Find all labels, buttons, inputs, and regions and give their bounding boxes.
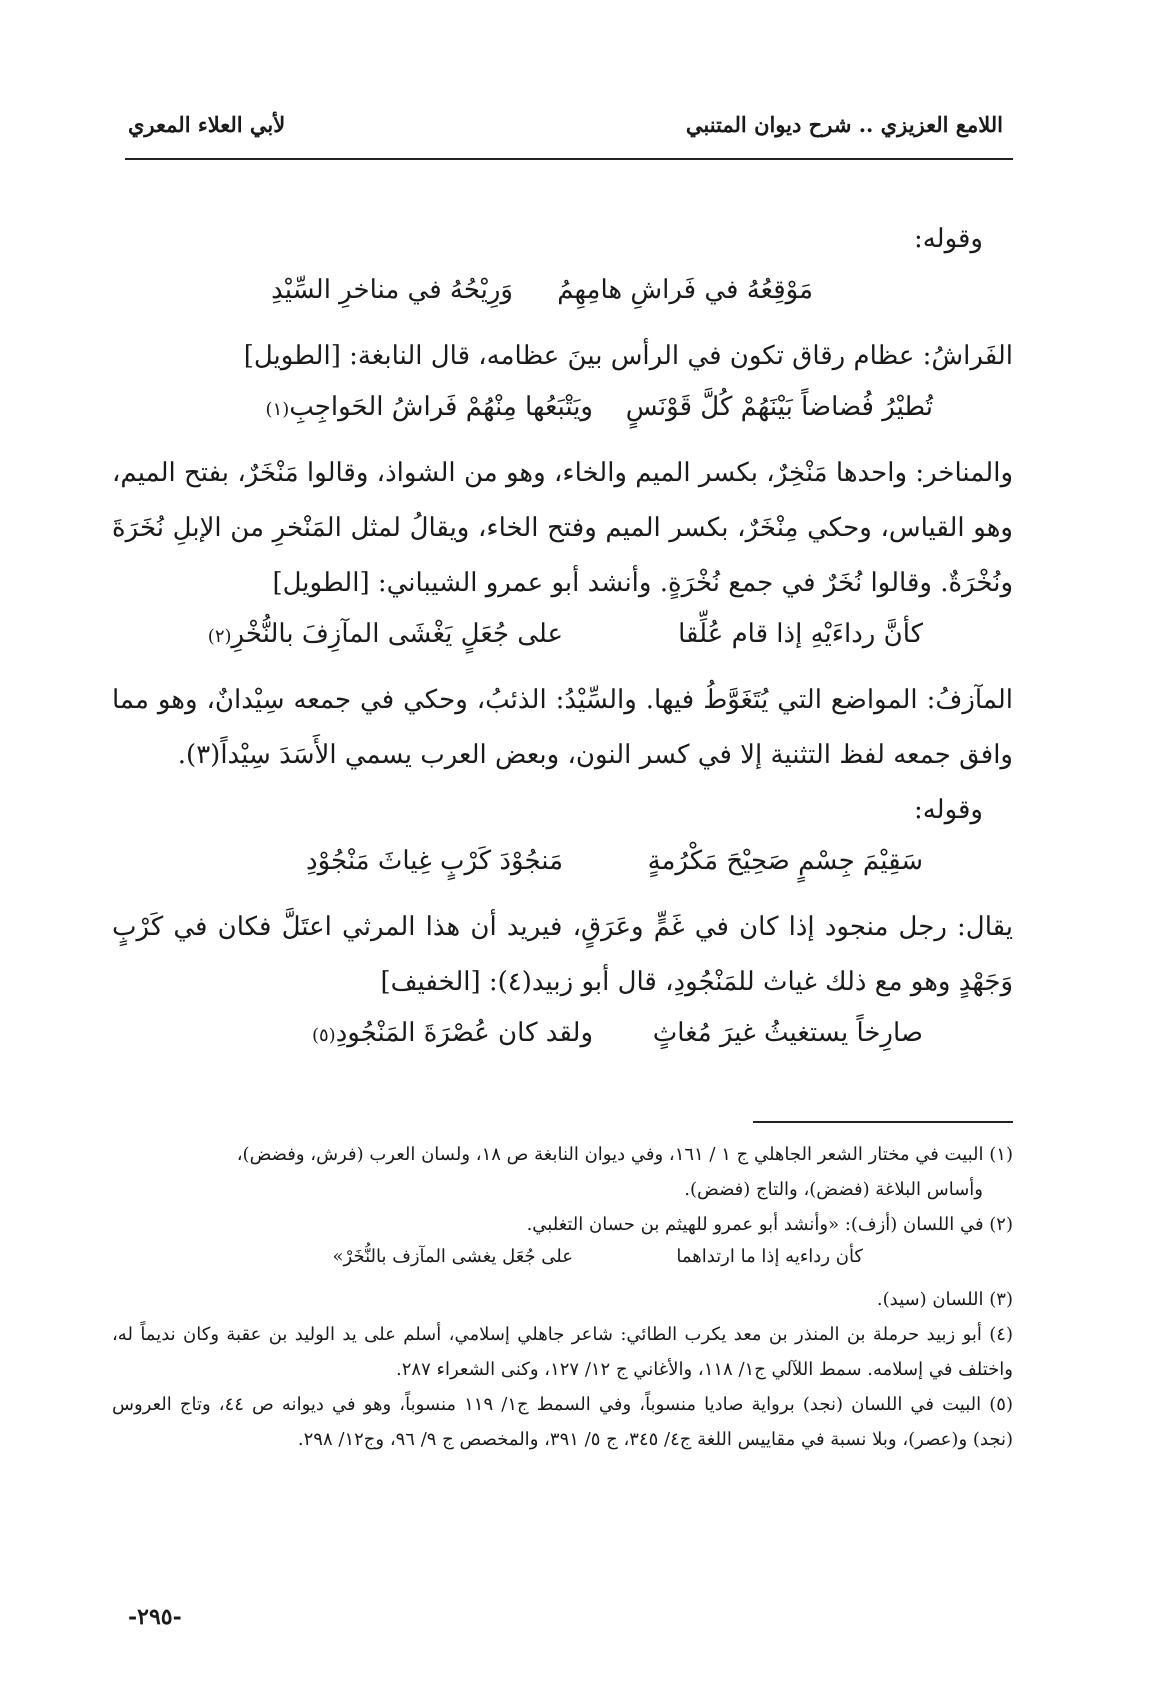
verse-hemistich-first: سَقِيْمَ جِسْمٍ صَحِيْحَ مَكْرُمةٍ — [647, 846, 923, 876]
verse-hemistich-first: تُطيْرُ فُضاضاً بَيْنَهُمْ كُلَّ قَوْنَسٍ — [625, 392, 933, 422]
footnote-marker: (١) — [265, 399, 290, 420]
footnote-5: (٥) البيت في اللسان (نجد) برواية صاديا منسوباً، وفي السمط ج١/ ١١٩ منسوباً، وهو في ديوانه ص ٤٤، وتاج العروس (نجد) و(عصر)، وبلا نسبة في مقاييس اللغة ج٤/ ٣٤٥، ج ٥/ ٣٩١، والمخصص ج ٩/ ٩٦، وج١٢/ ٢٩٨. — [112, 1394, 1013, 1450]
verse-hemistich-second: وَرِيْحُهُ في مناخرِ السِّيْدِ — [271, 275, 513, 305]
footnote-2: (٢) في اللسان (أزف): «وأنشد أبو عمرو للهيثم بن حسان التغلبي. — [526, 1214, 1013, 1235]
verse-hemistich-first: صارِخاً يستغيثُ غيرَ مُغاثٍ — [652, 1018, 923, 1048]
footnotes — [112, 1137, 1013, 1457]
verse-hemistich-text: ولقد كان عُصْرَةَ المَنْجُودِ — [335, 1018, 593, 1048]
footnote-4: (٤) أبو زبيد حرملة بن المنذر بن معد يكرب الطائي: شاعر جاهلي إسلامي، أسلم على يد الوليد بن عقبة وكان نديماً له، واختلف في إسلامه. سمط اللآلي ج١/ ١١٨، والأغاني ج ١٢/ ١٢٧، وكنى الشعراء ٢٨٧. — [112, 1324, 1013, 1380]
verse-line — [112, 838, 1013, 900]
commentary-paragraph: يقال: رجل منجود إذا كان في غَمٍّ وعَرَقٍ، فيريد أن هذا المرثي اعتَلَّ فكان في كَرْبٍ وَجَهْدٍ وهو مع ذلك غياث للمَنْجُودِ، قال أبو زبيد(٤): [الخفيف] — [112, 912, 1014, 997]
verse-line — [112, 384, 1013, 446]
commentary-paragraph: المآزفُ: المواضع التي يُتَغَوَّطُ فيها. والسِّيْدُ: الذئبُ، وحكي في جمعه سِيْدانٌ، وهو مما وافق جمعه لفظ التثنية إلا في كسر النون، وبعض العرب يسمي الأَسَدَ سِيْداً(٣). — [112, 685, 1013, 770]
header-rule — [125, 158, 1013, 160]
running-head — [128, 112, 1003, 152]
footnote-verse — [112, 1242, 1013, 1282]
verse-hemistich-first: كأنَّ رداءَيْهِ إذا قام عُلِّقا — [678, 619, 923, 649]
footnote-1: (١) البيت في مختار الشعر الجاهلي ج ١ / ١٦١، وفي ديوان النابغة ص ١٨، ولسان العرب (فرش، وفضض)، — [236, 1144, 1013, 1165]
main-text — [112, 212, 1013, 1072]
verse-hemistich-second — [208, 619, 563, 649]
verse-line — [112, 611, 1013, 673]
footnote-3: (٣) اللسان (سيد). — [876, 1289, 1013, 1310]
footnote-marker: (٥) — [311, 1025, 336, 1046]
footnote-rule — [753, 1121, 1013, 1123]
commentary-paragraph: والمناخر: واحدها مَنْخِرٌ، بكسر الميم والخاء، وهو من الشواذ، وقالوا مَنْخَرٌ، بفتح الميم، وهو القياس، وحكي مِنْخَرٌ، بكسر الميم وفتح الخاء، ويقالُ لمثل المَنْخرِ من الإبلِ نُخَرَةَ ونُخْرَةٌ. وقالوا نُخَرٌ في جمع نُخْرَةٍ. وأنشد أبو عمرو الشيباني: [الطويل] — [112, 458, 1013, 598]
verse-hemistich-first: مَوْقِعُهُ في فَراشِ هامِهِمُ — [557, 275, 813, 305]
book-title: اللامع العزيزي .. شرح ديوان المتنبي — [685, 112, 1003, 137]
page-number: -٢٩٥- — [128, 1604, 182, 1630]
verse-line — [112, 267, 1013, 329]
footnote-verse-first: كأن رداءيه إذا ما ارتداهما — [676, 1246, 863, 1267]
commentary-paragraph: الفَراشُ: عظام رقاق تكون في الرأس بينَ عظامه، قال النابغة: [الطويل] — [243, 341, 1013, 371]
footnote-1-continued: وأساس البلاغة (فضض)، والتاج (فضض). — [684, 1179, 983, 1200]
author-name: لأبي العلاء المعري — [128, 112, 286, 137]
verse-hemistich-second: مَنجُوْدَ كَرْبٍ غِياثَ مَنْجُوْدِ — [306, 846, 563, 876]
verse-intro: وقوله: — [913, 224, 983, 254]
verse-hemistich-text: على جُعَلٍ يَغْشَى المآزِفَ بالنُّخْرِ — [231, 619, 563, 649]
verse-line — [112, 1010, 1013, 1072]
verse-hemistich-second — [312, 1018, 593, 1048]
footnote-verse-second: على جُعَل يغشى المآزف بالنُّخَرْ» — [332, 1246, 573, 1267]
verse-hemistich-second — [266, 392, 593, 422]
verse-hemistich-text: ويَتْبَعُها مِنْهُمْ فَراشُ الحَواجِبِ — [289, 392, 593, 422]
verse-intro: وقوله: — [913, 795, 983, 825]
footnote-marker: (٢) — [207, 626, 232, 647]
